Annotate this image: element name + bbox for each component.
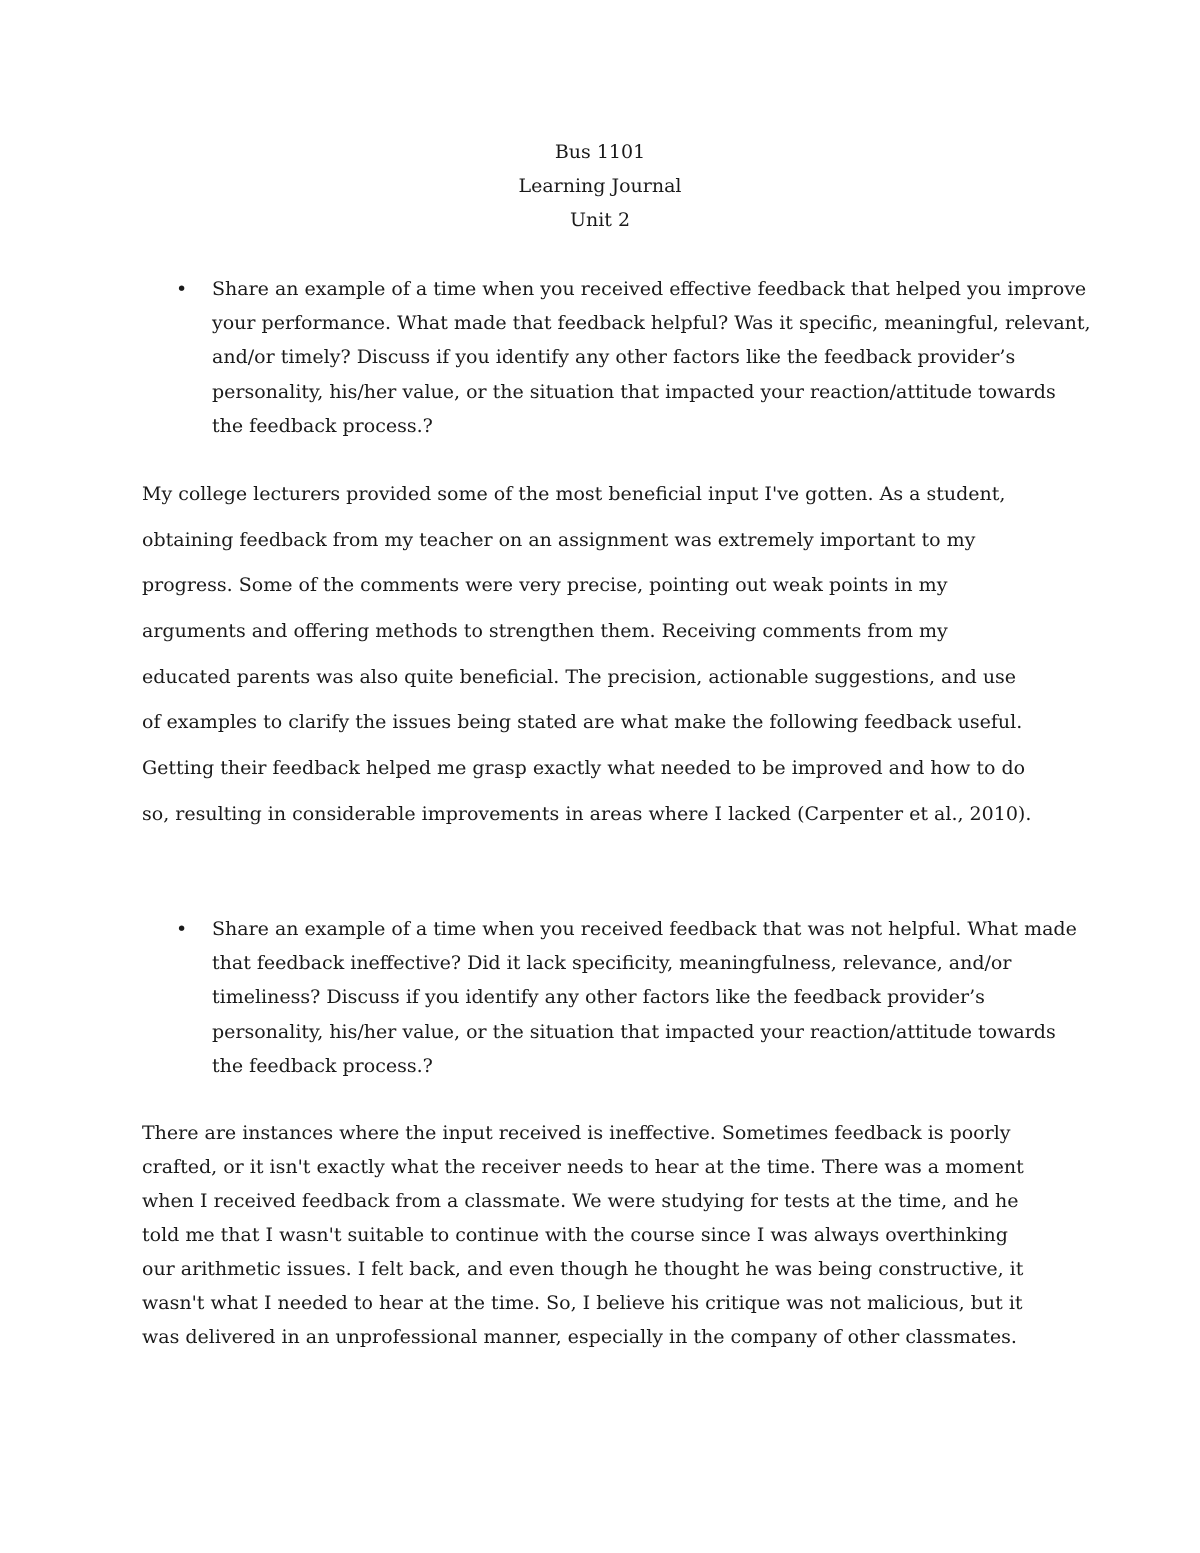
answer-1-line: progress. Some of the comments were very precise, pointing out weak points in my — [142, 574, 948, 596]
unit-label: Unit 2 — [569, 209, 631, 231]
answer-1-line: so, resulting in considerable improvements in areas where I lacked (Carpenter et al., 2010). — [142, 803, 1032, 825]
answer-1-line: educated parents was also quite beneficial. The precision, actionable suggestions, and use — [142, 666, 1017, 688]
answer-2-line: crafted, or it isn't exactly what the receiver needs to hear at the time. There was a moment — [142, 1156, 1024, 1178]
course-code: Bus 1101 — [554, 141, 646, 163]
question-2: Share an example of a time when you received feedback that was not helpful. What made that feedback ineffective? Did it lack specificity, meaningfulness, relevance, and/or timeliness? Discuss if you identify any other factors like the feedback provider’s personality, his/her value, or the situation that impacted your reaction/attitude towards the feedback process.? — [212, 918, 1077, 1077]
answer-2-line: our arithmetic issues. I felt back, and even though he thought he was being constructive, it — [142, 1258, 1024, 1280]
answer-2-line: was delivered in an unprofessional manner, especially in the company of other classmates. — [142, 1326, 1017, 1348]
answer-1-line: arguments and offering methods to strengthen them. Receiving comments from my — [142, 620, 948, 642]
answer-1-line: Getting their feedback helped me grasp exactly what needed to be improved and how to do — [142, 757, 1026, 779]
bullet-icon: • — [176, 278, 188, 300]
answer-1-line: of examples to clarify the issues being stated are what make the following feedback useful. — [142, 711, 1023, 733]
answer-1-line: My college lecturers provided some of the most beneficial input I've gotten. As a student, — [142, 483, 1006, 505]
document-title: Learning Journal — [518, 175, 682, 197]
bullet-icon: • — [176, 918, 188, 940]
answer-2-line: told me that I wasn't suitable to continue with the course since I was always overthinking — [142, 1224, 1008, 1246]
answer-2-line: when I received feedback from a classmate. We were studying for tests at the time, and he — [142, 1190, 1019, 1212]
answer-2-line: wasn't what I needed to hear at the time. So, I believe his critique was not malicious, but it — [142, 1292, 1023, 1314]
question-1: Share an example of a time when you received effective feedback that helped you improve your performance. What made that feedback helpful? Was it specific, meaningful, relevant, and/or timely? Discuss if you identify any other factors like the feedback provider’s personality, his/her value, or the situation that impacted your reaction/attitude towards the feedback process.? — [212, 278, 1091, 437]
answer-2-line: There are instances where the input received is ineffective. Sometimes feedback is poorly — [142, 1122, 1011, 1144]
answer-1-line: obtaining feedback from my teacher on an assignment was extremely important to my — [142, 529, 976, 551]
